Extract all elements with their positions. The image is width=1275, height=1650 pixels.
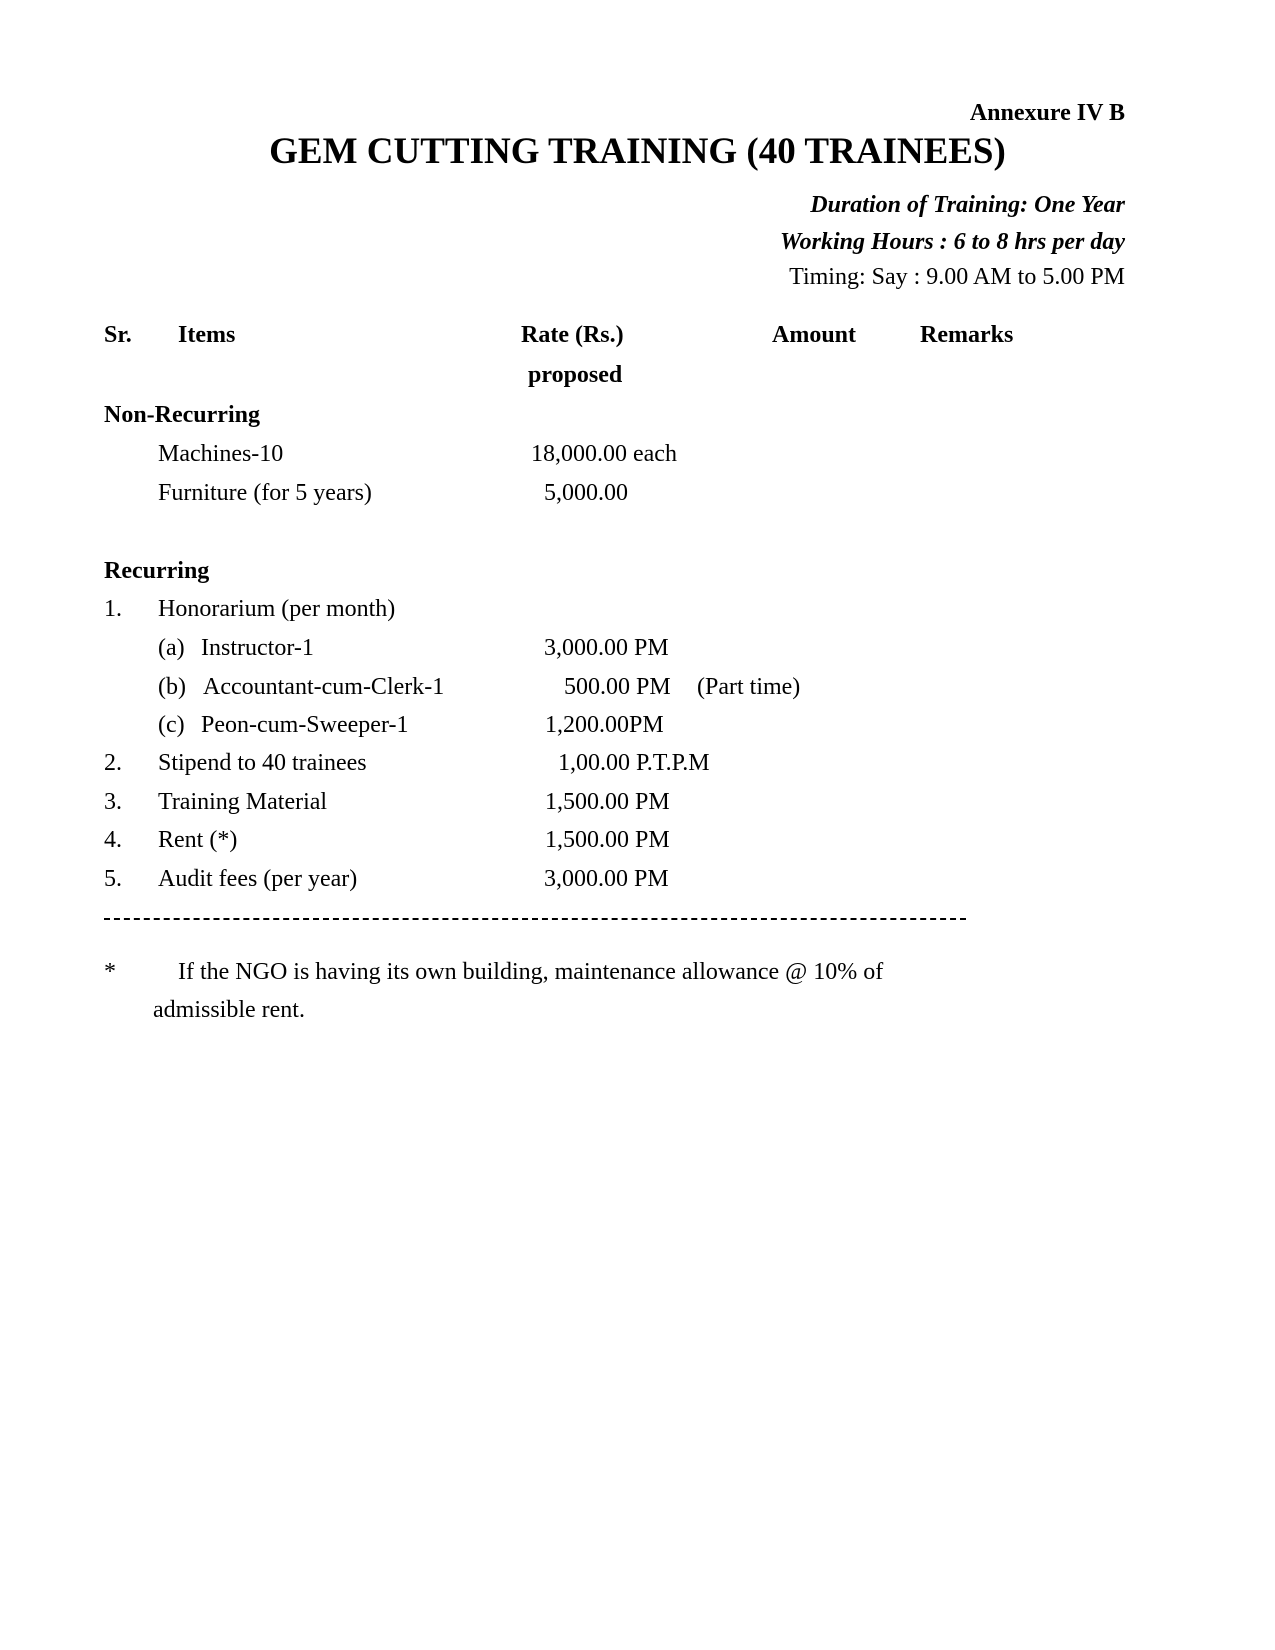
item-audit-fees: Audit fees (per year) bbox=[158, 866, 358, 892]
footnote-line-1: If the NGO is having its own building, maintenance allowance @ 10% of bbox=[178, 959, 884, 985]
rate-machines: 18,000.00 each bbox=[531, 441, 677, 467]
col-header-items: Items bbox=[178, 322, 236, 348]
rate-accountant: 500.00 PM bbox=[564, 674, 671, 700]
item-furniture: Furniture (for 5 years) bbox=[158, 480, 372, 506]
row-sr-1: 1. bbox=[104, 596, 122, 622]
item-stipend: Stipend to 40 trainees bbox=[158, 750, 367, 776]
duration-line: Duration of Training: One Year bbox=[810, 192, 1125, 218]
sub-label-b: (b) bbox=[158, 674, 186, 700]
item-rent: Rent (*) bbox=[158, 827, 238, 853]
col-header-remarks: Remarks bbox=[920, 322, 1014, 348]
page-title: GEM CUTTING TRAINING (40 TRAINEES) bbox=[269, 131, 1006, 172]
sub-label-a: (a) bbox=[158, 635, 185, 661]
item-honorarium: Honorarium (per month) bbox=[158, 596, 396, 622]
working-hours-line: Working Hours : 6 to 8 hrs per day bbox=[780, 229, 1125, 255]
col-header-rate-sub: proposed bbox=[528, 362, 623, 388]
rate-rent: 1,500.00 PM bbox=[545, 827, 670, 853]
rate-stipend: 1,00.00 P.T.P.M bbox=[558, 750, 710, 776]
annexure-label: Annexure IV B bbox=[969, 100, 1125, 126]
item-machines: Machines-10 bbox=[158, 441, 284, 467]
col-header-sr: Sr. bbox=[104, 322, 132, 348]
footnote-marker: * bbox=[104, 959, 116, 985]
row-sr-5: 5. bbox=[104, 866, 122, 892]
rate-training-material: 1,500.00 PM bbox=[545, 789, 670, 815]
rate-instructor: 3,000.00 PM bbox=[544, 635, 669, 661]
dashed-separator bbox=[104, 918, 966, 920]
footnote-line-2: admissible rent. bbox=[153, 997, 305, 1023]
item-peon: Peon-cum-Sweeper-1 bbox=[201, 712, 409, 738]
item-instructor: Instructor-1 bbox=[201, 635, 314, 661]
col-header-rate: Rate (Rs.) bbox=[521, 322, 624, 348]
col-header-amount: Amount bbox=[772, 322, 857, 348]
sub-label-c: (c) bbox=[158, 712, 185, 738]
rate-peon: 1,200.00PM bbox=[545, 712, 664, 738]
remark-accountant: (Part time) bbox=[697, 674, 801, 700]
section-heading-recurring: Recurring bbox=[104, 558, 210, 584]
item-training-material: Training Material bbox=[158, 789, 328, 815]
row-sr-4: 4. bbox=[104, 827, 122, 853]
rate-audit-fees: 3,000.00 PM bbox=[544, 866, 669, 892]
item-accountant: Accountant-cum-Clerk-1 bbox=[203, 674, 445, 700]
row-sr-2: 2. bbox=[104, 750, 122, 776]
timing-line: Timing: Say : 9.00 AM to 5.00 PM bbox=[789, 264, 1125, 290]
row-sr-3: 3. bbox=[104, 789, 122, 815]
section-heading-non-recurring: Non-Recurring bbox=[104, 402, 260, 428]
rate-furniture: 5,000.00 bbox=[544, 480, 628, 506]
